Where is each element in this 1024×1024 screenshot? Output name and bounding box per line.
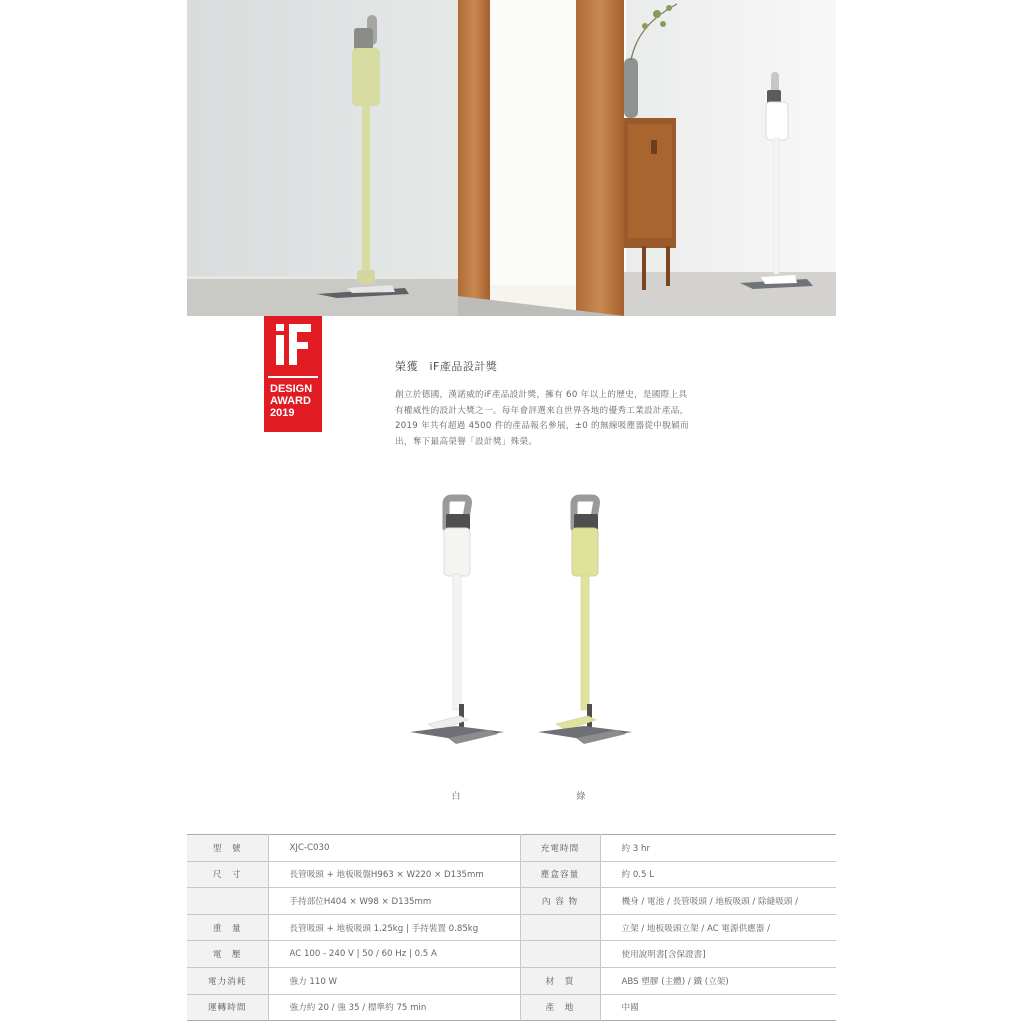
hero-illustration	[187, 0, 836, 316]
color-label-green: 綠	[576, 792, 586, 802]
hero-photo	[187, 0, 836, 316]
table-row	[187, 914, 836, 941]
spec-value: XJC-C030	[268, 835, 520, 862]
spec-label: 內 容 物	[520, 888, 600, 915]
specifications-body	[187, 835, 836, 1021]
spec-label	[520, 914, 600, 941]
table-row	[187, 994, 836, 1021]
badge-line-award: AWARD	[270, 395, 311, 407]
spec-label	[520, 941, 600, 968]
spec-label: 電力消耗	[187, 967, 268, 994]
spec-value: 強力 110 W	[268, 967, 520, 994]
spec-value: 機身 / 電池 / 長管吸頭 / 地板吸頭 / 除縫吸頭 /	[600, 888, 836, 915]
specifications-table	[187, 834, 836, 1021]
spec-label: 充電時間	[520, 835, 600, 862]
badge-divider	[268, 376, 318, 378]
table-row	[187, 967, 836, 994]
spec-label: 尺 寸	[187, 861, 268, 888]
spec-label: 材 質	[520, 967, 600, 994]
table-row	[187, 835, 836, 862]
spec-value: 約 0.5 L	[600, 861, 836, 888]
table-row	[187, 941, 836, 968]
spec-label: 型 號	[187, 835, 268, 862]
spec-value: 長管吸頭 + 地板吸頭 1.25kg | 手持裝置 0.85kg	[268, 914, 520, 941]
spec-value: 約 3 hr	[600, 835, 836, 862]
spec-value: 手持部位H404 × W98 × D135mm	[268, 888, 520, 915]
vacuum-green-icon	[536, 494, 632, 754]
spec-label	[187, 888, 268, 915]
badge-text	[270, 383, 312, 419]
spec-label: 運轉時間	[187, 994, 268, 1021]
award-title: 榮獲 iF產品設計獎	[395, 360, 498, 373]
spec-label: 重 量	[187, 914, 268, 941]
spec-value: AC 100 - 240 V | 50 / 60 Hz | 0.5 A	[268, 941, 520, 968]
spec-label: 塵盒容量	[520, 861, 600, 888]
color-label-white: 白	[451, 792, 461, 802]
spec-value: 中國	[600, 994, 836, 1021]
spec-label: 產 地	[520, 994, 600, 1021]
product-green-vacuum	[536, 494, 632, 754]
spec-value: 長管吸頭 + 地板吸盤H963 × W220 × D135mm	[268, 861, 520, 888]
table-row	[187, 861, 836, 888]
badge-line-design: DESIGN	[270, 383, 313, 395]
spec-value: 使用說明書[含保證書]	[600, 941, 836, 968]
product-white-vacuum	[408, 494, 504, 754]
vacuum-white-icon	[408, 494, 504, 754]
spec-value: 強力約 20 / 強 35 / 標準約 75 min	[268, 994, 520, 1021]
if-logo-mark-icon	[264, 316, 322, 374]
spec-value: ABS 塑膠 (主體) / 鐵 (立架)	[600, 967, 836, 994]
spec-label: 電 壓	[187, 941, 268, 968]
table-row	[187, 888, 836, 915]
award-description: 創立於德國，漢諾威的iF產品設計獎，擁有 60 年以上的歷史，是國際上具有權威性的設計大獎之一。每年會評選來自世界各地的優秀工業設計產品，2019 年共有超過 4500 件的產品報名參展，±0 的無線吸塵器從中脫穎而出，奪下最高榮譽「設計獎」殊榮。	[395, 390, 689, 447]
badge-line-year: 2019	[270, 407, 295, 419]
if-design-award-logo	[264, 316, 322, 432]
spec-value: 立架 / 地板吸頭立架 / AC 電源供應器 /	[600, 914, 836, 941]
